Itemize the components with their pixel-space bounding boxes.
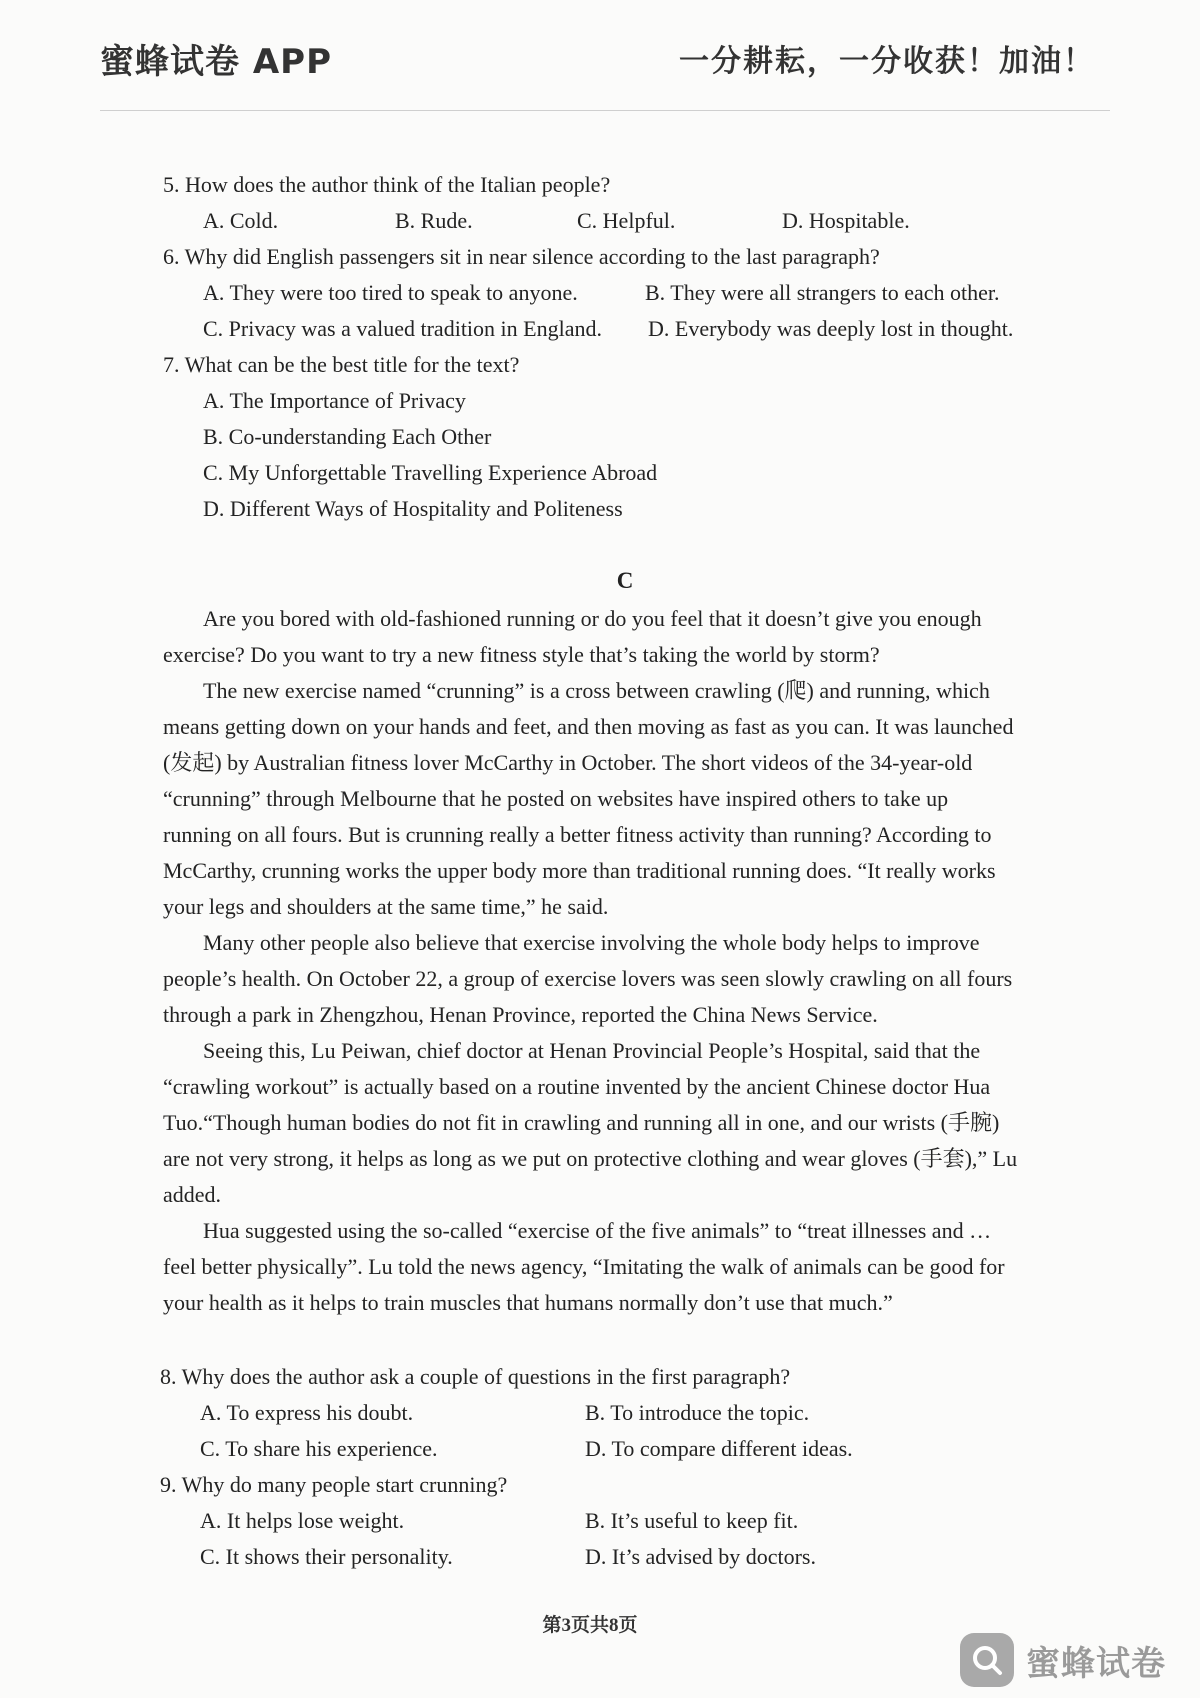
passage-line: running on all fours. But is crunning really a better fitness activity than running? According to [163, 822, 992, 847]
question-5-option-d: D. Hospitable. [782, 208, 910, 233]
passage-line: through a park in Zhengzhou, Henan Province, reported the China News Service. [163, 1002, 878, 1027]
question-6-option-d: D. Everybody was deeply lost in thought. [648, 316, 1014, 341]
question-6-option-b: B. They were all strangers to each other. [645, 280, 1000, 305]
passage-line: McCarthy, crunning works the upper body more than traditional running does. “It really works [163, 858, 996, 883]
question-5-option-a: A. Cold. [203, 208, 279, 233]
question-8-option-c: C. To share his experience. [200, 1436, 438, 1461]
search-icon [960, 1633, 1014, 1687]
passage-line: exercise? Do you want to try a new fitness style that’s taking the world by storm? [163, 642, 880, 667]
question-6-stem: 6. Why did English passengers sit in near silence according to the last paragraph? [163, 244, 880, 269]
passage-line: “crawling workout” is actually based on a routine invented by the ancient Chinese doctor Hua [163, 1074, 991, 1099]
passage-line: “crunning” through Melbourne that he posted on websites have inspired others to take up [163, 786, 949, 811]
passage-line: (发起) by Australian fitness lover McCarthy in October. The short videos of the 34-year-old [163, 750, 973, 775]
question-7-option-d: D. Different Ways of Hospitality and Politeness [203, 496, 623, 521]
header-divider [100, 110, 1110, 111]
question-6-option-a: A. They were too tired to speak to anyone. [203, 280, 578, 305]
watermark [960, 1630, 1166, 1690]
passage-line: your health as it helps to train muscles that humans normally don’t use that much.” [163, 1290, 893, 1315]
question-8-option-b: B. To introduce the topic. [585, 1400, 810, 1425]
question-9-option-d: D. It’s advised by doctors. [585, 1544, 816, 1569]
question-9-stem: 9. Why do many people start crunning? [160, 1472, 508, 1497]
question-5-stem: 5. How does the author think of the Italian people? [163, 172, 611, 197]
passage-line: means getting down on your hands and feet, and then moving as fast as you can. It was launched [163, 714, 1014, 739]
question-8-option-a: A. To express his doubt. [200, 1400, 414, 1425]
question-9-option-c: C. It shows their personality. [200, 1544, 453, 1569]
passage-line: The new exercise named “crunning” is a cross between crawling (爬) and running, which [203, 678, 990, 703]
question-5-option-b: B. Rude. [395, 208, 473, 233]
question-8-option-d: D. To compare different ideas. [585, 1436, 853, 1461]
question-7-option-b: B. Co-understanding Each Other [203, 424, 492, 449]
passage-line: added. [163, 1182, 222, 1207]
passage-line: Many other people also believe that exercise involving the whole body helps to improve [203, 930, 980, 955]
watermark-text: 蜜蜂试卷 [1026, 1643, 1166, 1684]
passage-line: Tuo.“Though human bodies do not fit in crawling and running all in one, and our wrists (手腕) [163, 1110, 1000, 1135]
passage-line: Seeing this, Lu Peiwan, chief doctor at Henan Provincial People’s Hospital, said that the [203, 1038, 981, 1063]
question-8-stem: 8. Why does the author ask a couple of questions in the first paragraph? [160, 1364, 791, 1389]
question-9-option-b: B. It’s useful to keep fit. [585, 1508, 799, 1533]
passage-line: people’s health. On October 22, a group of exercise lovers was seen slowly crawling on all fours [163, 966, 1013, 991]
question-7-option-c: C. My Unforgettable Travelling Experience Abroad [203, 460, 658, 485]
app-name: 蜜蜂试卷 APP [100, 42, 332, 82]
passage-line: are not very strong, it helps as long as we put on protective clothing and wear gloves (手套),” Lu [163, 1146, 1018, 1171]
question-9-option-a: A. It helps lose weight. [200, 1508, 405, 1533]
question-7-stem: 7. What can be the best title for the text? [163, 352, 520, 377]
question-5-option-c: C. Helpful. [577, 208, 676, 233]
passage-line: your legs and shoulders at the same time,” he said. [163, 894, 609, 919]
section-heading: C [616, 568, 634, 593]
page-number: 第3页共8页 [542, 1615, 638, 1636]
question-7-option-a: A. The Importance of Privacy [203, 388, 466, 413]
passage-line: Are you bored with old-fashioned running or do you feel that it doesn’t give you enough [203, 606, 982, 631]
passage-line: Hua suggested using the so-called “exercise of the five animals” to “treat illnesses and … [203, 1218, 992, 1243]
passage-line: feel better physically”. Lu told the news agency, “Imitating the walk of animals can be good for [163, 1254, 1005, 1279]
slogan: 一分耕耘，一分收获！加油！ [679, 44, 1095, 79]
question-6-option-c: C. Privacy was a valued tradition in England. [203, 316, 602, 341]
